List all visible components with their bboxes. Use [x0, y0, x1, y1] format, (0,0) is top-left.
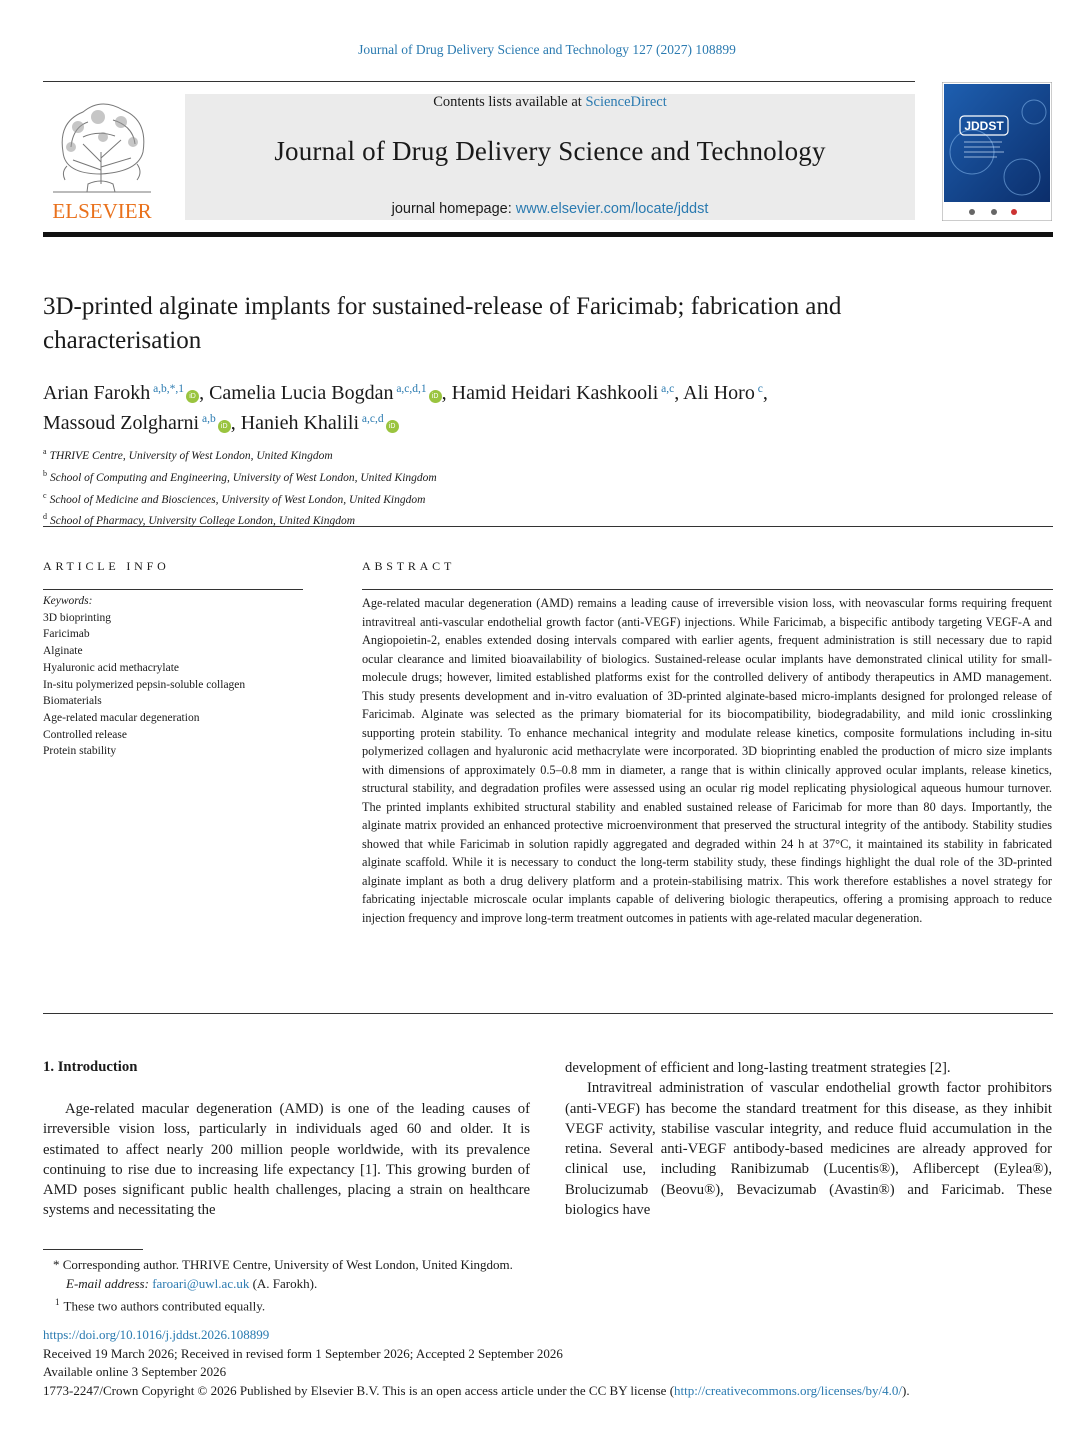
- elsevier-wordmark: ELSEVIER: [52, 199, 152, 222]
- abstract-heading: ABSTRACT: [362, 559, 456, 573]
- author-name[interactable]: Hamid Heidari Kashkooli: [451, 382, 659, 404]
- keyword: Age-related macular degeneration: [43, 711, 200, 724]
- author-name[interactable]: Arian Farokh: [43, 382, 151, 404]
- affiliation: [43, 508, 743, 530]
- keyword: Biomaterials: [43, 695, 102, 708]
- affiliation: [43, 487, 743, 509]
- article-metadata: [43, 1326, 1053, 1400]
- contents-prefix: Contents lists available at: [433, 94, 586, 110]
- orcid-icon[interactable]: iD: [386, 420, 399, 433]
- email-label: E-mail address:: [66, 1275, 153, 1291]
- article-title: 3D-printed alginate implants for sustained-release of Faricimab; fabrication and characterisation: [43, 293, 842, 354]
- license-link[interactable]: http://creativecommons.org/licenses/by/4.0/: [674, 1382, 902, 1398]
- contents-line: [185, 94, 915, 111]
- author-affiliation-marks[interactable]: a,c: [658, 383, 675, 395]
- orcid-icon[interactable]: iD: [218, 420, 231, 433]
- intro-right-column: [565, 1058, 1052, 1220]
- doi-link[interactable]: https://doi.org/10.1016/j.jddst.2026.108899: [43, 1327, 270, 1342]
- affiliation-text: School of Computing and Engineering, University of West London, United Kingdom: [50, 471, 437, 484]
- footnote-one-marker: 1: [55, 1297, 60, 1307]
- journal-banner: [185, 94, 915, 220]
- author-name[interactable]: Massoud Zolgharni: [43, 411, 200, 434]
- affiliation-text: THRIVE Centre, University of West London, United Kingdom: [49, 449, 333, 462]
- author-separator: ,: [762, 382, 768, 404]
- author-affiliation-marks[interactable]: a,b,*,1: [150, 383, 185, 395]
- abstract-rule: [362, 589, 1053, 590]
- author-separator: ,: [199, 382, 210, 404]
- elsevier-logo[interactable]: [43, 92, 161, 222]
- author-affiliation-marks[interactable]: c: [754, 383, 763, 395]
- affiliation-key: b: [43, 468, 47, 478]
- affiliation-text: School of Pharmacy, University College London, United Kingdom: [50, 515, 356, 528]
- available-online: Available online 3 September 2026: [43, 1364, 227, 1380]
- author-affiliation-marks[interactable]: a,c,d: [359, 412, 384, 425]
- keyword: In-situ polymerized pepsin-soluble collagen: [43, 678, 246, 691]
- homepage-link[interactable]: www.elsevier.com/locate/jddst: [515, 201, 709, 217]
- keyword: Alginate: [43, 645, 83, 658]
- author[interactable]: [452, 382, 675, 404]
- author[interactable]: [683, 382, 763, 404]
- affiliation: [43, 465, 743, 487]
- footnotes: [43, 1256, 743, 1316]
- affiliation-key: a: [43, 447, 47, 456]
- author-separator: ,: [441, 382, 452, 404]
- journal-title[interactable]: Journal of Drug Delivery Science and Technology: [274, 136, 826, 166]
- keyword: Controlled release: [43, 728, 127, 741]
- author-name[interactable]: Ali Horo: [683, 382, 755, 404]
- affiliation-text: School of Medicine and Biosciences, University of West London, United Kingdom: [49, 493, 426, 506]
- keywords-label: Keywords:: [43, 595, 93, 607]
- cover-abbrev: JDDST: [964, 119, 1004, 133]
- elsevier-tree-icon: [43, 92, 161, 222]
- journal-cover-image: [942, 82, 1052, 221]
- affiliation-key: d: [43, 512, 47, 522]
- footnote-rule: [43, 1249, 143, 1250]
- author-separator: ,: [674, 382, 684, 404]
- orcid-icon[interactable]: iD: [186, 390, 199, 403]
- orcid-icon[interactable]: iD: [429, 390, 442, 403]
- author[interactable]: [43, 412, 231, 434]
- keywords-block: [43, 593, 313, 760]
- intro-paragraph-1: Age-related macular degeneration (AMD) is one of the leading causes of irreversible vision loss, particularly in individuals aged 60 and older. It is estimated to affect nearly 200 million people worldwide, with its prevalence continuing to rise due to increasing life expectancy [1]. This growing burden of AMD poses significant public health challenges, placing a strain on healthcare systems and necessitating the: [43, 1101, 530, 1219]
- intro-paragraph-1-cont: development of efficient and long-lasting treatment strategies [2].: [565, 1060, 951, 1076]
- author[interactable]: [43, 382, 199, 404]
- running-header[interactable]: Journal of Drug Delivery Science and Technology 127 (2027) 108899: [358, 42, 736, 57]
- keywords-list: [43, 610, 313, 760]
- author[interactable]: [241, 412, 399, 434]
- affiliation-list: [43, 443, 743, 530]
- author-affiliation-marks[interactable]: a,c,d,1: [393, 383, 427, 395]
- author-affiliation-marks[interactable]: a,b: [199, 412, 216, 425]
- author-name[interactable]: Camelia Lucia Bogdan: [209, 382, 394, 404]
- abstract-bottom-rule: [43, 1013, 1053, 1014]
- authors-rule: [43, 526, 1053, 527]
- author-name[interactable]: Hanieh Khalili: [240, 411, 360, 434]
- keyword: 3D bioprinting: [43, 611, 112, 624]
- homepage-prefix: journal homepage:: [391, 201, 516, 217]
- footnote-star-marker: *: [53, 1257, 63, 1272]
- email-suffix: (A. Farokh).: [249, 1275, 318, 1291]
- author-list: [43, 377, 1043, 436]
- masthead-bar: [43, 232, 1053, 237]
- author-separator: ,: [230, 411, 241, 434]
- intro-left-column: [43, 1099, 530, 1221]
- footnote-corresponding: [43, 1256, 743, 1275]
- copyright-line: [43, 1382, 1053, 1401]
- copyright-prefix: 1773-2247/Crown Copyright © 2026 Published by Elsevier B.V. This is an open access article under the CC BY license (: [43, 1382, 675, 1398]
- received-dates: Received 19 March 2026; Received in revised form 1 September 2026; Accepted 2 September 2026: [43, 1345, 563, 1361]
- footnote-equal: [43, 1293, 743, 1316]
- keyword: Protein stability: [43, 745, 117, 758]
- footnote-email: [43, 1275, 743, 1294]
- article-info-heading: ARTICLE INFO: [43, 559, 170, 573]
- abstract-text: Age-related macular degeneration (AMD) remains a leading cause of irreversible vision loss, with neovascular forms requiring frequent intravitreal anti-vascular endothelial growth factor (anti-VEGF) injections. While Faricimab, a bispecific antibody targeting VEGF-A and Angiopoietin-2, enables extended dosing intervals compared with earlier agents, frequent administration is still necessary due to rapid ocular clearance and limited bioavailability of biologics. Sustained-release ocular implants have demonstrated clinical utility for small-molecule drugs; however, limited established platforms exist for the controlled delivery of antibody therapeutics in AMD management. This study presents development and in-vitro evaluation of 3D-printed alginate-based micro-implants designed for prolonged release of Faricimab. Alginate was selected as the primary biomaterial for its biocompatibility, biodegradability, and mild ionic crosslinking supporting protein stability. To enhance mechanical integrity and modulate release kinetics, composite formulations including in-situ polymerized collagen and hyaluronic acid methacrylate were incorporated. 3D bioprinting enabled the production of micro size implants with dimensions of approximately 0.5–0.8 mm in diameter, a range that is within clinically approved ocular implants, release kinetics, structural stability, and degradation profiles were assessed using an ocular rig model replicating physiological aqueous humour turnover. The printed implants exhibited structural stability and enabled sustained release of Faricimab for more than 80 days. Importantly, the alginate matrix provided an enhanced protective microenvironment that preserved the structural integrity of the antibody. Stability studies showed that while Faricimab in solution rapidly aggregated and degraded within 24 h at 37°C, it maintained its stability in fabricated alginate scaffold. While it is necessary to conduct the long-term stability study, these findings highlight the dual role of the 3D-printed alginate implant as both a drug delivery platform and a protein-stabilising matrix. This work therefore establishes a novel strategy for fabricating injectable microscale ocular implants capable of delivering biologic therapeutics, offering a promising approach to reduce injection frequency and improve long-term treatment outcomes in patients with age-related macular degeneration.: [362, 596, 1052, 925]
- keyword: Hyaluronic acid methacrylate: [43, 661, 180, 674]
- copyright-suffix: ).: [901, 1382, 910, 1398]
- affiliation-key: c: [43, 490, 47, 500]
- journal-cover[interactable]: [942, 82, 1052, 221]
- author[interactable]: [209, 382, 442, 404]
- keyword: Faricimab: [43, 628, 90, 641]
- homepage-line: [185, 201, 915, 217]
- header-rule: [43, 81, 915, 82]
- sciencedirect-link[interactable]: ScienceDirect: [585, 94, 667, 110]
- footnote-equal-text: These two authors contributed equally.: [63, 1298, 266, 1314]
- article-info-rule: [43, 589, 303, 590]
- email-link[interactable]: faroari@uwl.ac.uk: [152, 1275, 250, 1291]
- intro-paragraph-2: Intravitreal administration of vascular endothelial growth factor prohibitors (anti-VEGF) has become the standard treatment for this disease, as they inhibit VEGF activity, stabilise vascular integrity, and reduce fluid accumulation in the retina. Several anti-VEGF antibody-based medicines are already approved for clinical use, including Ranibizumab (Lucentis®), Aflibercept (Eylea®), Brolucizumab (Beovu®), Bevacizumab (Avastin®) and Faricimab. These biologics have: [565, 1080, 1052, 1219]
- affiliation: [43, 443, 743, 465]
- section-heading-introduction: 1. Introduction: [43, 1059, 138, 1075]
- footnote-corresponding-text: Corresponding author. THRIVE Centre, University of West London, United Kingdom.: [62, 1257, 513, 1272]
